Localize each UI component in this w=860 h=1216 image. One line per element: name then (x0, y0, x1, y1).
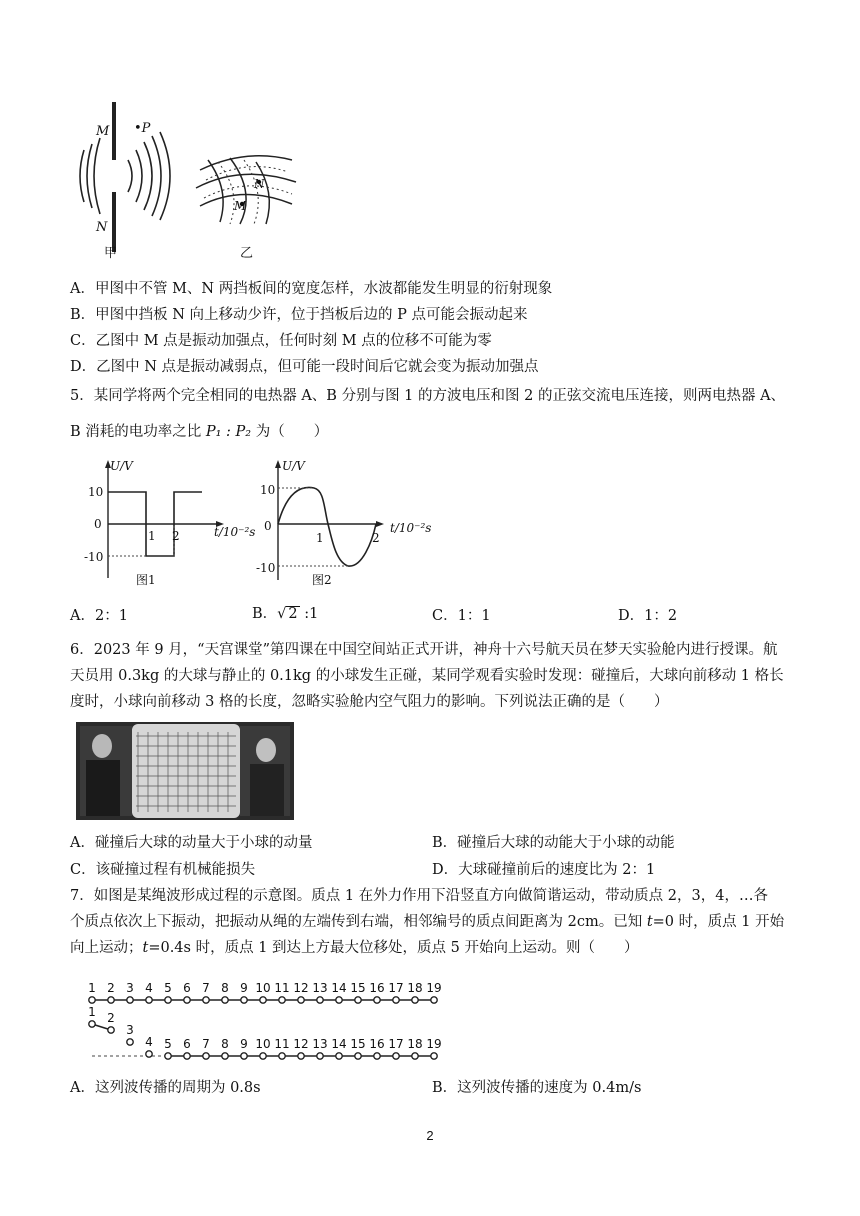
fig1-xtick-1: 1 (148, 529, 156, 543)
q6-option-b: B．碰撞后大球的动能大于小球的动能 (432, 835, 675, 851)
q6-stem-line2: 天员用 0.3kg 的大球与静止的 0.1kg 的小球发生正碰，某同学观看实验时发现：碰撞后，大球向前移动 1 格长 (70, 668, 784, 684)
fig4-caption-jia: 甲 (104, 246, 118, 261)
fig4-label-N: N (96, 220, 108, 235)
rope-label-row1: 1 (88, 981, 96, 995)
rope-particle-row1 (203, 997, 209, 1003)
q4-option-d: D．乙图中 N 点是振动减弱点，但可能一段时间后它就会变为振动加强点 (70, 359, 539, 375)
rope-particle-row2 (108, 1027, 114, 1033)
q7-line3-t: t (142, 940, 149, 956)
rope-particle-row2 (374, 1053, 380, 1059)
rope-particle-row1 (146, 997, 152, 1003)
rope-label-row2: 1 (88, 1005, 96, 1019)
q6-option-a: A．碰撞后大球的动量大于小球的动量 (70, 835, 313, 851)
rope-particle-row2 (260, 1053, 266, 1059)
q5-power-ratio: P₁ : P₂ (205, 424, 252, 440)
rope-label-row2: 2 (107, 1011, 115, 1025)
rope-particle-row2 (355, 1053, 361, 1059)
page-number: 2 (426, 1128, 434, 1143)
q5-option-d: D．1：2 (618, 608, 678, 624)
fig1-ytick-10: 10 (88, 485, 104, 499)
rope-label-row1: 4 (145, 981, 153, 995)
fig4-label-M2: M (234, 199, 247, 213)
q5-option-b (252, 604, 318, 624)
q5-option-c: C．1：1 (432, 608, 491, 624)
fig4-label-N2: N (254, 177, 265, 191)
rope-particle-row2 (412, 1053, 418, 1059)
rope-particle-row2 (146, 1051, 152, 1057)
q5-option-b-radicand: 2 (288, 606, 298, 622)
rope-label-row2: 3 (126, 1023, 134, 1037)
rope-wave-figure (82, 978, 452, 1064)
q7-line2-t: t (646, 914, 653, 930)
rope-label-row1: 6 (183, 981, 191, 995)
rope-label-row1: 8 (221, 981, 229, 995)
rope-particle-row2 (184, 1053, 190, 1059)
rope-particle-row2 (89, 1021, 95, 1027)
rope-label-row2: 17 (388, 1037, 404, 1051)
rope-label-row2: 19 (426, 1037, 442, 1051)
rope-label-row1: 16 (369, 981, 385, 995)
rope-label-row2: 13 (312, 1037, 328, 1051)
q5-stem-pre: B 消耗的电功率之比 (70, 424, 206, 440)
fig4-label-M: M (96, 124, 110, 139)
rope-label-row1: 10 (255, 981, 271, 995)
rope-particle-row2 (127, 1039, 133, 1045)
rope-label-row1: 18 (407, 981, 423, 995)
rope-label-row2: 4 (145, 1035, 153, 1049)
rope-label-row1: 7 (202, 981, 210, 995)
q5-option-b-suffix: :1 (299, 606, 319, 622)
rope-particle-row1 (298, 997, 304, 1003)
q5-option-b-prefix: B． (252, 606, 278, 622)
rope-particle-row1 (431, 997, 437, 1003)
q7-option-a: A．这列波传播的周期为 0.8s (70, 1080, 261, 1096)
fig2-xlabel: t/10⁻²s (390, 521, 432, 535)
q4-option-a: A．甲图中不管 M、N 两挡板间的宽度怎样，水波都能发生明显的衍射现象 (70, 281, 553, 297)
rope-label-row2: 14 (331, 1037, 347, 1051)
rope-particle-row1 (355, 997, 361, 1003)
rope-particle-row2 (222, 1053, 228, 1059)
rope-particle-row1 (89, 997, 95, 1003)
fig4-caption-yi: 乙 (240, 246, 254, 261)
rope-particle-row1 (108, 997, 114, 1003)
rope-particle-row2 (336, 1053, 342, 1059)
q5-stem-line2 (70, 422, 328, 442)
rope-label-row2: 9 (240, 1037, 248, 1051)
rope-particle-row2 (393, 1053, 399, 1059)
fig2-ylabel: U/V (282, 459, 305, 473)
fig2-xtick-1: 1 (316, 531, 324, 545)
rope-label-row1: 9 (240, 981, 248, 995)
fig2-ytick-neg10: -10 (256, 561, 276, 575)
rope-particle-row1 (336, 997, 342, 1003)
rope-label-row1: 5 (164, 981, 172, 995)
rope-label-row2: 11 (274, 1037, 290, 1051)
rope-particle-row2 (203, 1053, 209, 1059)
rope-particle-row2 (279, 1053, 285, 1059)
fig2-caption: 图2 (312, 573, 332, 587)
q7-option-b: B．这列波传播的速度为 0.4m/s (432, 1080, 642, 1096)
q4-option-c: C．乙图中 M 点是振动加强点，任何时刻 M 点的位移不可能为零 (70, 333, 492, 349)
rope-particle-row1 (241, 997, 247, 1003)
rope-label-row2: 10 (255, 1037, 271, 1051)
rope-label-row2: 8 (221, 1037, 229, 1051)
fig2-xtick-2: 2 (372, 531, 380, 545)
rope-particle-row1 (260, 997, 266, 1003)
q6-stem-line1: 6．2023 年 9 月，“天宫课堂”第四课在中国空间站正式开讲，神舟十六号航天员在梦天实验舱内进行授课。航 (70, 642, 778, 658)
rope-label-row1: 17 (388, 981, 404, 995)
rope-particle-row2 (298, 1053, 304, 1059)
rope-label-row1: 11 (274, 981, 290, 995)
q7-stem-line3 (70, 938, 638, 958)
fig2-ytick-0: 0 (264, 519, 272, 533)
rope-label-row2: 15 (350, 1037, 366, 1051)
fig1-ytick-neg10: -10 (84, 550, 104, 564)
rope-particle-row1 (374, 997, 380, 1003)
rope-particle-row1 (222, 997, 228, 1003)
fig1-caption: 图1 (136, 573, 156, 587)
rope-label-row2: 5 (164, 1037, 172, 1051)
q7-line2-pre: 个质点依次上下振动，把振动从绳的左端传到右端，相邻编号的质点间距离为 2cm。已知 (70, 914, 647, 930)
rope-particle-row1 (184, 997, 190, 1003)
q7-stem-line1: 7．如图是某绳波形成过程的示意图。质点 1 在外力作用下沿竖直方向做简谐运动，带动质点 2，3，4，…各 (70, 888, 768, 904)
q6-stem-line3: 度时，小球向前移动 3 格的长度，忽略实验舱内空气阻力的影响。下列说法正确的是（ ） (70, 694, 669, 710)
rope-particle-row1 (279, 997, 285, 1003)
q7-line2-post: =0 时，质点 1 开始 (652, 914, 785, 930)
rope-label-row2: 6 (183, 1037, 191, 1051)
rope-particle-row1 (317, 997, 323, 1003)
sqrt-sign: √ (277, 606, 287, 622)
rope-label-row1: 19 (426, 981, 442, 995)
rope-particle-row1 (165, 997, 171, 1003)
rope-particle-row1 (393, 997, 399, 1003)
rope-label-row1: 13 (312, 981, 328, 995)
rope-label-row1: 12 (293, 981, 309, 995)
rope-particle-row2 (431, 1053, 437, 1059)
fig4-label-P: •P (134, 121, 151, 136)
rope-particle-row2 (241, 1053, 247, 1059)
fig1-ytick-0: 0 (94, 517, 102, 531)
q7-stem-line2 (70, 912, 784, 932)
space-station-classroom-photo (76, 722, 294, 820)
q5-option-a: A．2：1 (70, 608, 128, 624)
fig1-ylabel: U/V (110, 459, 133, 473)
fig1-xlabel: t/10⁻²s (214, 525, 256, 539)
rope-label-row2: 18 (407, 1037, 423, 1051)
fig2-ytick-10: 10 (260, 483, 276, 497)
rope-label-row1: 2 (107, 981, 115, 995)
rope-label-row1: 3 (126, 981, 134, 995)
q7-line3-post: =0.4s 时，质点 1 到达上方最大位移处，质点 5 开始向上运动。则（ ） (148, 940, 639, 956)
q6-option-c: C．该碰撞过程有机械能损失 (70, 862, 256, 878)
rope-label-row1: 15 (350, 981, 366, 995)
rope-label-row2: 16 (369, 1037, 385, 1051)
q5-stem-post: 为（ ） (251, 424, 329, 440)
rope-label-row1: 14 (331, 981, 347, 995)
fig1-xtick-2: 2 (172, 529, 180, 543)
q6-option-d: D．大球碰撞前后的速度比为 2：1 (432, 862, 656, 878)
q4-option-b: B．甲图中挡板 N 向上移动少许，位于挡板后边的 P 点可能会振动起来 (70, 307, 528, 323)
q5-stem-line1: 5．某同学将两个完全相同的电热器 A、B 分别与图 1 的方波电压和图 2 的正弦交流电压连接，则两电热器 A、 (70, 388, 786, 404)
rope-particle-row1 (412, 997, 418, 1003)
rope-label-row2: 7 (202, 1037, 210, 1051)
q7-line3-pre: 向上运动； (70, 940, 143, 956)
rope-label-row2: 12 (293, 1037, 309, 1051)
rope-particle-row1 (127, 997, 133, 1003)
rope-particle-row2 (317, 1053, 323, 1059)
rope-particle-row2 (165, 1053, 171, 1059)
